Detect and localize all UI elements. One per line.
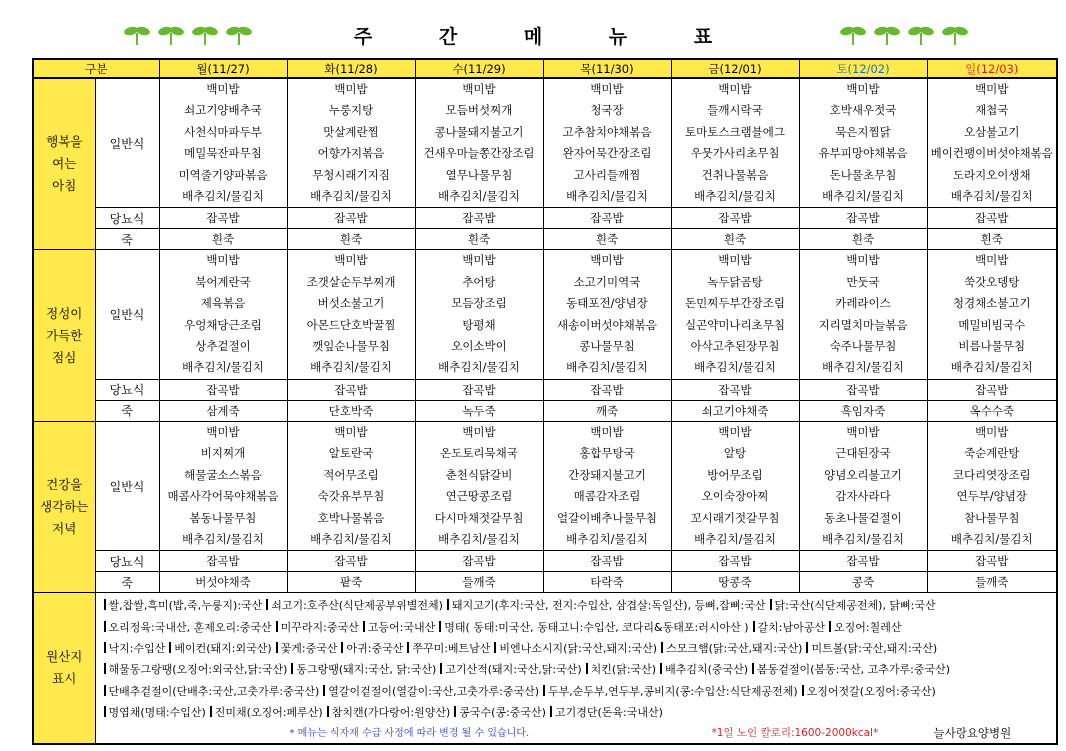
menu-item: 건새우마늘쫑간장조림 [423, 146, 535, 161]
origin-item: 닭:국산(식단제공전체), 닭뼈:국산 [766, 599, 936, 612]
menu-item: 방어무조림 [707, 467, 763, 482]
porridge-cell: 깨죽 [543, 400, 671, 421]
menu-item: 쑥갓오뎅탕 [963, 274, 1020, 289]
general-menu-cell [415, 250, 543, 379]
origin-item: 두부,순두부,연두부,콩비지(콩:수입산:식단제공전체) [539, 685, 798, 698]
menu-change-note: * 메뉴는 식자재 수급 사정에 따라 변경 될 수 있습니다. [289, 728, 530, 740]
menu-item: 묵은지찜닭 [835, 124, 891, 139]
origin-item: 해물동그랑땡(오징어:외국산,닭:국산) [100, 663, 288, 676]
porridge-row [33, 572, 1057, 593]
porridge-cell: 단호박죽 [287, 400, 415, 421]
diabetic-cell: 잡곡밥 [799, 551, 927, 572]
menu-item: 아삭고추된장무침 [690, 339, 780, 354]
origin-label-line: 표시 [52, 671, 77, 687]
menu-item: 배추김치/물김치 [182, 360, 264, 375]
menu-item: 배추김치/물김치 [566, 360, 648, 375]
menu-item: 들깨시락국 [707, 103, 763, 118]
menu-item: 백미밥 [590, 424, 624, 439]
origin-item: 명엽채(명태:수입산) [100, 706, 206, 719]
menu-item: 해물굴소스볶음 [184, 467, 262, 482]
origin-item: 갈치:남아공산 [749, 621, 825, 634]
diabetic-cell: 잡곡밥 [799, 208, 927, 229]
menu-item: 만둣국 [846, 274, 880, 289]
menu-item: 모듬버섯찌개 [445, 103, 513, 118]
menu-item: 어향가지볶음 [317, 146, 385, 161]
diabetic-cell: 잡곡밥 [799, 379, 927, 400]
menu-item: 녹두닭곰탕 [707, 274, 763, 289]
menu-item: 배추김치/물김치 [438, 531, 520, 546]
menu-item: 백미밥 [975, 253, 1009, 268]
origin-label-line: 원산지 [46, 649, 83, 665]
menu-item: 온도토리묵채국 [440, 446, 518, 461]
menu-item: 아몬드단호박꿀찜 [306, 317, 396, 332]
meal-label-line: 건강을 [46, 477, 83, 493]
porridge-label: 죽 [95, 229, 159, 250]
menu-item: 배추김치/물김치 [822, 189, 904, 204]
general-menu-cell [415, 78, 543, 208]
general-menu-cell [543, 250, 671, 379]
menu-item: 배추김치/물김치 [950, 531, 1033, 546]
meal-label-line: 여는 [52, 156, 77, 172]
menu-item: 백미밥 [334, 253, 368, 268]
porridge-cell: 흰죽 [159, 229, 287, 250]
menu-item: 꼬시래기젓갈무침 [690, 510, 780, 525]
origin-item: 꽃게:중국산 [272, 642, 338, 655]
menu-item: 백미밥 [206, 82, 240, 96]
day-header: 월(11/27) [159, 59, 287, 78]
menu-item: 배추김치/물김치 [310, 531, 392, 546]
menu-item: 깻잎순나물무침 [312, 339, 390, 354]
menu-item: 배추김치/물김치 [438, 189, 520, 204]
general-menu-cell [543, 421, 671, 550]
diabetic-cell: 잡곡밥 [543, 208, 671, 229]
menu-item: 메밀비빔국수 [958, 317, 1026, 332]
diabetic-cell: 잡곡밥 [927, 379, 1057, 400]
diabetic-row [33, 208, 1057, 229]
menu-item: 백미밥 [846, 253, 880, 268]
diabetic-cell: 잡곡밥 [543, 379, 671, 400]
menu-item: 비름나물무침 [958, 339, 1026, 354]
porridge-row [33, 400, 1057, 421]
menu-item: 근대된장국 [835, 446, 891, 461]
menu-item: 고사리들깨찜 [573, 167, 641, 182]
menu-item: 배추김치/물김치 [566, 531, 648, 546]
menu-item: 동태포전/양념장 [566, 296, 648, 311]
menu-item: 백미밥 [206, 424, 240, 439]
porridge-cell: 버섯야채죽 [159, 572, 287, 593]
origin-line [100, 681, 1057, 702]
menu-item: 소고기미역국 [573, 274, 641, 289]
diabetic-cell: 잡곡밥 [159, 551, 287, 572]
menu-item: 백미밥 [462, 424, 496, 439]
origin-item: 고기경단(돈육:국내산) [546, 706, 663, 719]
general-menu-cell [287, 250, 415, 379]
menu-item: 코다리엿장조림 [952, 467, 1031, 482]
general-label: 일반식 [95, 250, 159, 379]
day-header: 화(11/28) [287, 59, 415, 78]
porridge-cell: 흰죽 [415, 229, 543, 250]
origin-item: 열갈이겉절이(열갈이:국산,고춧가루:중국산) [319, 685, 539, 698]
diabetic-cell: 잡곡밥 [415, 208, 543, 229]
general-menu-cell [799, 78, 927, 208]
menu-item: 오이숙장아찌 [701, 489, 769, 504]
origin-row [33, 593, 1057, 744]
origin-item: 쌀,찹쌀,흑미(밥,죽,누룽지):국산 [100, 599, 263, 612]
diabetic-cell: 잡곡밥 [927, 551, 1057, 572]
menu-item: 청국장 [590, 103, 624, 118]
general-menu-cell [159, 250, 287, 379]
diabetic-cell: 잡곡밥 [671, 379, 799, 400]
menu-item: 홍합무탕국 [579, 446, 635, 461]
day-header: 금(12/01) [671, 59, 799, 78]
menu-item: 지리멸치마늘볶음 [818, 317, 908, 332]
menu-item: 버섯소불고기 [317, 296, 385, 311]
origin-item: 진미채(오징어:페루산) [206, 706, 323, 719]
diabetic-row [33, 551, 1057, 572]
menu-item: 동초나물겉절이 [824, 510, 902, 525]
header-row [33, 59, 1057, 78]
menu-item: 새송이버섯야채볶음 [557, 317, 657, 332]
menu-item: 죽순계란탕 [963, 446, 1020, 461]
porridge-label: 죽 [95, 572, 159, 593]
menu-item: 재첩국 [975, 103, 1009, 118]
menu-item: 백미밥 [718, 253, 752, 268]
menu-item: 베이컨팽이버섯야채볶음 [930, 146, 1053, 161]
origin-item: 오징어젓갈(오징어:중국산) [798, 685, 936, 698]
menu-item: 숙주나물무침 [829, 339, 897, 354]
general-menu-cell [159, 421, 287, 550]
menu-item: 배추김치/물김치 [182, 189, 264, 204]
menu-item: 콩나물돼지불고기 [434, 124, 524, 139]
category-header: 구분 [33, 59, 159, 78]
diabetic-cell: 잡곡밥 [287, 379, 415, 400]
porridge-cell: 흰죽 [799, 229, 927, 250]
meal-label-line: 가득한 [46, 327, 83, 343]
porridge-cell: 흰죽 [671, 229, 799, 250]
menu-item: 탕평채 [462, 317, 496, 332]
hospital-name: 늘사랑요양병원 [933, 726, 1012, 741]
day-header-sunday: 일(12/03) [927, 59, 1057, 78]
menu-item: 우뭇가사리초무침 [690, 146, 780, 161]
meal-label-line: 점심 [52, 349, 77, 365]
menu-item: 백미밥 [975, 424, 1009, 439]
diabetic-label: 당뇨식 [95, 551, 159, 572]
menu-item: 백미밥 [334, 82, 368, 96]
menu-item: 호박새우젓국 [829, 103, 897, 118]
origin-info [95, 593, 1057, 744]
menu-item: 매콤사각어묵야채볶음 [167, 489, 279, 504]
menu-item: 연두부/양념장 [956, 489, 1028, 504]
menu-item: 누룽지탕 [328, 103, 374, 118]
menu-item: 다시마채젓갈무침 [434, 510, 524, 525]
menu-item: 건취나물볶음 [701, 167, 769, 182]
origin-item: 쭈꾸미:베트남산 [403, 642, 490, 655]
menu-item: 백미밥 [975, 82, 1009, 96]
menu-item: 양념오리불고기 [824, 467, 902, 482]
general-menu-cell [927, 250, 1057, 379]
menu-item: 백미밥 [718, 82, 752, 96]
footer-notes [100, 723, 1057, 743]
origin-item: 쇠고기:호주산(식단제공부위별전체) [262, 599, 443, 612]
porridge-cell: 흰죽 [287, 229, 415, 250]
menu-item: 쇠고기양배추국 [184, 103, 262, 118]
menu-item: 제육볶음 [200, 296, 246, 311]
general-label: 일반식 [95, 421, 159, 550]
porridge-cell: 흰죽 [543, 229, 671, 250]
menu-item: 미역줄기양파볶음 [178, 167, 268, 182]
menu-item: 춘천식닭갈비 [445, 467, 513, 482]
sprout-icon [872, 22, 902, 50]
menu-item: 유부피망야채볶음 [818, 146, 908, 161]
general-menu-cell [671, 78, 799, 208]
menu-item: 무청시래기지짐 [312, 167, 390, 182]
menu-item: 배추김치/물김치 [438, 360, 520, 375]
general-label: 일반식 [95, 78, 159, 208]
meal-label-line: 정성이 [46, 305, 83, 321]
porridge-cell: 땅콩죽 [671, 572, 799, 593]
day-header-saturday: 토(12/02) [799, 59, 927, 78]
menu-item: 상추겉절이 [195, 339, 251, 354]
porridge-cell: 녹두죽 [415, 400, 543, 421]
menu-item: 백미밥 [334, 424, 368, 439]
origin-item: 비엔나소시지(닭:국산,돼지:국산) [490, 642, 657, 655]
origin-item: 봄동겉절이(봄동:국산, 고추가루:중국산) [748, 663, 950, 676]
origin-item: 미트볼(닭:국산,돼지:국산) [802, 642, 937, 655]
menu-item: 조갯살순두부찌개 [306, 274, 396, 289]
menu-item: 봄동나물무침 [189, 510, 257, 525]
diabetic-cell: 잡곡밥 [159, 208, 287, 229]
meal-label [33, 250, 95, 421]
origin-item: 스모크햄(닭:국산,돼지:국산) [657, 642, 802, 655]
general-menu-cell [799, 421, 927, 550]
porridge-row [33, 229, 1057, 250]
origin-item: 명태( 동태:미국산, 동태고니:수입산, 코다리&동태포:러시아산 ) [435, 621, 748, 634]
menu-item: 돈나물초무침 [829, 167, 897, 182]
origin-item: 배추김치(중국산) [656, 663, 748, 676]
menu-item: 오삼불고기 [963, 124, 1020, 139]
general-menu-cell [159, 78, 287, 208]
menu-item: 숙갓유부무침 [317, 489, 385, 504]
diabetic-cell: 잡곡밥 [927, 208, 1057, 229]
menu-item: 배추김치/물김치 [950, 189, 1033, 204]
menu-item: 돈민찌두부간장조림 [685, 296, 785, 311]
menu-item: 비지찌개 [200, 446, 246, 461]
menu-item: 북어계란국 [195, 274, 251, 289]
general-menu-cell [415, 421, 543, 550]
origin-item: 참치캔(가다랑어:원양산) [323, 706, 451, 719]
origin-item: 미꾸라지:중국산 [272, 621, 359, 634]
menu-item: 백미밥 [462, 82, 496, 96]
general-menu-cell [671, 421, 799, 550]
menu-item: 얼갈이배추나물무침 [557, 510, 657, 525]
porridge-cell: 팥죽 [287, 572, 415, 593]
porridge-cell: 들깨죽 [927, 572, 1057, 593]
page-header [0, 0, 1066, 58]
menu-item: 모듬장조림 [451, 296, 507, 311]
menu-item: 배추김치/물김치 [694, 189, 776, 204]
diabetic-label: 당뇨식 [95, 208, 159, 229]
origin-item: 치킨(닭:국산) [582, 663, 656, 676]
menu-item: 고추참치야채볶음 [562, 124, 652, 139]
origin-line [100, 638, 1057, 659]
origin-item: 오리정육:국내산, 훈제오리:중국산 [100, 621, 272, 634]
sprout-icon [940, 22, 970, 50]
porridge-cell: 타락죽 [543, 572, 671, 593]
menu-item: 청경채소불고기 [952, 296, 1031, 311]
menu-item: 배추김치/물김치 [694, 360, 776, 375]
menu-item: 백미밥 [718, 424, 752, 439]
porridge-cell: 콩죽 [799, 572, 927, 593]
diabetic-cell: 잡곡밥 [671, 551, 799, 572]
diabetic-cell: 잡곡밥 [159, 379, 287, 400]
origin-item: 아귀:중국산 [337, 642, 403, 655]
menu-item: 카레라이스 [835, 296, 891, 311]
origin-item: 오징어:칠레산 [825, 621, 901, 634]
meal-label [33, 78, 95, 250]
menu-item: 알토란국 [328, 446, 374, 461]
origin-item: 고기산적(돼지:국산,닭:국산) [436, 663, 581, 676]
menu-item: 완자어묵간장조림 [562, 146, 652, 161]
menu-item: 사천식마파두부 [184, 124, 262, 139]
menu-item: 배추김치/물김치 [566, 189, 648, 204]
menu-item: 배추김치/물김치 [310, 360, 392, 375]
menu-item: 백미밥 [206, 253, 240, 268]
menu-item: 배추김치/물김치 [694, 531, 776, 546]
origin-label [33, 593, 95, 744]
origin-item: 돼지고기(후지:국산, 전지:수입산, 삼겹살:독일산), 등뼈,잡뼈:국산 [443, 599, 766, 612]
diabetic-cell: 잡곡밥 [543, 551, 671, 572]
menu-item: 오이소박이 [451, 339, 507, 354]
origin-item: 동그랑땡(돼지:국산, 닭:국산) [287, 663, 436, 676]
menu-item: 간장돼지불고기 [568, 467, 646, 482]
porridge-cell: 들깨죽 [415, 572, 543, 593]
porridge-cell: 쇠고기야채죽 [671, 400, 799, 421]
origin-line [100, 617, 1057, 638]
menu-item: 배추김치/물김치 [310, 189, 392, 204]
menu-item: 백미밥 [846, 82, 880, 96]
menu-item: 매콤감자조림 [573, 489, 641, 504]
diabetic-cell: 잡곡밥 [415, 379, 543, 400]
menu-item: 배추김치/물김치 [822, 531, 904, 546]
menu-item: 맛살계란찜 [323, 124, 379, 139]
menu-item: 백미밥 [590, 82, 624, 96]
page-title: 주 간 메 뉴 표 [353, 26, 743, 48]
origin-line [100, 659, 1057, 680]
menu-item: 실곤약미나리초무침 [685, 317, 785, 332]
general-meal-row [33, 78, 1057, 208]
menu-item: 백미밥 [462, 253, 496, 268]
menu-item: 배추김치/물김치 [822, 360, 904, 375]
general-menu-cell [287, 421, 415, 550]
general-meal-row [33, 421, 1057, 550]
weekly-menu-table [32, 58, 1058, 745]
menu-item: 감자사라다 [835, 489, 891, 504]
menu-item: 알탕 [723, 446, 747, 461]
day-header: 목(11/30) [543, 59, 671, 78]
origin-line [100, 595, 1057, 616]
menu-item: 메밀묵잔파무침 [184, 146, 262, 161]
diabetic-label: 당뇨식 [95, 379, 159, 400]
general-menu-cell [927, 421, 1057, 550]
menu-item: 열무나물무침 [445, 167, 513, 182]
origin-item: 베이컨(돼지:외국산) [165, 642, 271, 655]
sprout-decoration-right [838, 22, 970, 50]
general-menu-cell [287, 78, 415, 208]
meal-label-line: 생각하는 [40, 499, 89, 515]
menu-item: 콩나물무침 [579, 339, 635, 354]
menu-item: 도라지오이생채 [952, 167, 1031, 182]
sprout-icon [906, 22, 936, 50]
menu-item: 추어탕 [462, 274, 496, 289]
menu-item: 우엉채당근조림 [184, 317, 262, 332]
menu-item: 호박나물볶음 [317, 510, 385, 525]
diabetic-row [33, 379, 1057, 400]
sprout-icon [838, 22, 868, 50]
diabetic-cell: 잡곡밥 [287, 551, 415, 572]
general-menu-cell [927, 78, 1057, 208]
meal-label-line: 저녁 [52, 521, 77, 537]
menu-item: 참나물무침 [963, 510, 1020, 525]
menu-item: 연근땅콩조림 [445, 489, 513, 504]
menu-item: 백미밥 [846, 424, 880, 439]
origin-item: 고등어:국내산 [359, 621, 435, 634]
diabetic-cell: 잡곡밥 [671, 208, 799, 229]
origin-item: 콩국수(콩:중국산) [450, 706, 546, 719]
meal-label-line: 아침 [52, 178, 77, 194]
general-menu-cell [543, 78, 671, 208]
menu-item: 백미밥 [590, 253, 624, 268]
general-meal-row [33, 250, 1057, 379]
origin-item: 단배추겉절이(단배추:국산,고춧가루:중국산) [100, 685, 320, 698]
diabetic-cell: 잡곡밥 [415, 551, 543, 572]
porridge-cell: 흰죽 [927, 229, 1057, 250]
porridge-label: 죽 [95, 400, 159, 421]
origin-item: 낙지:수입산 [100, 642, 166, 655]
day-header: 수(11/29) [415, 59, 543, 78]
menu-item: 토마토스크램블에그 [685, 124, 785, 139]
menu-item: 배추김치/물김치 [950, 360, 1033, 375]
menu-item: 배추김치/물김치 [182, 531, 264, 546]
porridge-cell: 흑임자죽 [799, 400, 927, 421]
porridge-cell: 옥수수죽 [927, 400, 1057, 421]
menu-item: 적어무조림 [323, 467, 379, 482]
origin-line [100, 702, 1057, 723]
porridge-cell: 삼계죽 [159, 400, 287, 421]
meal-label-line: 행복을 [46, 134, 83, 150]
general-menu-cell [671, 250, 799, 379]
meal-label [33, 421, 95, 592]
calorie-note: *1일 노인 칼로리:1600-2000kcal* [711, 727, 879, 740]
general-menu-cell [799, 250, 927, 379]
diabetic-cell: 잡곡밥 [287, 208, 415, 229]
